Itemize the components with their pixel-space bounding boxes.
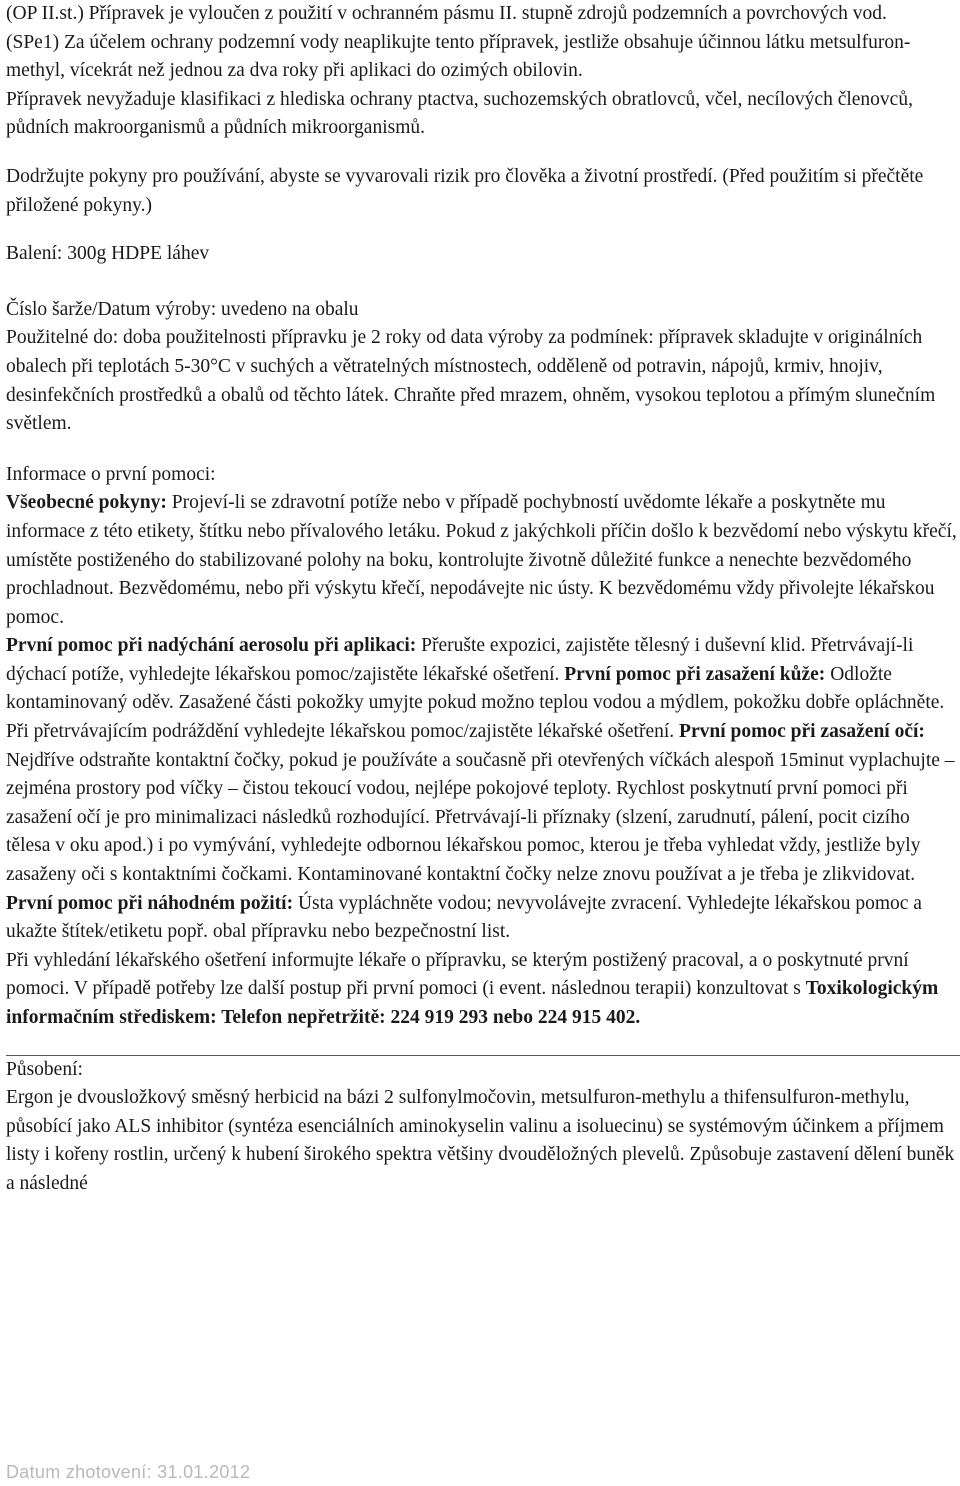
paragraph-instructions: Dodržujte pokyny pro používání, abyste se vyvarovali rizik pro člověka a životní prostředí. (Před použitím si přečtěte přiložené pokyny.) bbox=[6, 165, 924, 216]
ingestion-text: Ústa vypláchněte vodou; nevyvolávejte zvracení. Vyhledejte lékařskou pomoc a ukažte štítek/etiketu popř. obal přípravku nebo bezpečnostní list. bbox=[6, 892, 922, 943]
packaging-value: 300g HDPE láhev bbox=[62, 243, 210, 265]
batch-value: uvedeno na obalu bbox=[216, 298, 359, 320]
first-aid-heading: Informace o první pomoci: bbox=[6, 463, 216, 485]
eyes-text: Nejdříve odstraňte kontaktní čočky, pokud je používáte a současně při otevřených víčkách alespoň 15minut vyplachujte – zejména prostory pod víčky – čistou tekoucí vodou, nejlépe pokojové teploty. Rychlost poskytnutí první pomoci při zasažení očí je pro minimalizaci následků rozhodující. Přetrvávají-li příznaky (slzení, zarudnutí, pálení, pocit cizího tělesa v oku apod.) i po vymývání, vyhledejte odbornou lékařskou pomoc, kterou je třeba vyhledat vždy, jestliže byly zasaženy oči s kontaktními čočkami. Kontaminované kontaktní čočky nelze znovu používat a je třeba je zlikvidovat. bbox=[6, 749, 955, 886]
expiry-value: doba použitelnosti přípravku je 2 roky od data výroby za podmínek: přípravek skladujte v originálních obalech při teplotách 5-30°C v suchých a větratelných místnostech, odděleně od potravin, nápojů, krmiv, hnojiv, desinfekčních prostředků a obalů od těchto látek. Chraňte před mrazem, ohněm, vysokou teplotou a přímým slunečním světlem. bbox=[6, 327, 936, 435]
first-aid-paragraph bbox=[6, 489, 958, 947]
doctor-paragraph bbox=[6, 947, 958, 1033]
footer-date: Datum zhotovení: 31.01.2012 bbox=[6, 1462, 251, 1482]
expiry-paragraph bbox=[6, 324, 958, 438]
skin-label: První pomoc při zasažení kůže: bbox=[564, 663, 826, 685]
inhalation-label: První pomoc při nadýchání aerosolu při aplikaci: bbox=[6, 635, 417, 657]
paragraph-classification: Přípravek nevyžaduje klasifikaci z hlediska ochrany ptactva, suchozemských obratlovců, včel, necílových členovců, půdních makroorganismů a půdních mikroorganismů. bbox=[6, 88, 913, 139]
inhalation-text: Přerušte expozici, zajistěte tělesný i duševní klid. Přetrvávají-li dýchací potíže, vyhledejte lékařskou pomoc/zajistěte lékařské ošetření. bbox=[6, 635, 914, 685]
expiry-label: Použitelné do: bbox=[6, 327, 119, 349]
packaging-label: Balení: bbox=[6, 243, 63, 265]
action-paragraph: Ergon je dvousložkový směsný herbicid na bázi 2 sulfonylmočovin, metsulfuron-methylu a thifensulfuron-methylu, působící jako ALS inhibitor (syntéza esenciálních aminokyselin valinu a isoluecinu) se systémovým účinkem a příjmem listy i kořeny rostlin, určený k hubení širokého spektra většiny dvouděložných plevelů. Způsobuje zastavení dělení buněk a následné bbox=[6, 1087, 955, 1194]
toxicology-contact: Toxikologickým informačním střediskem: Telefon nepřetržitě: 224 919 293 nebo 224 915 402. bbox=[6, 978, 939, 1028]
paragraph-spe1: (SPe1) Za účelem ochrany podzemní vody neaplikujte tento přípravek, jestliže obsahuje účinnou látku metsulfuron-methyl, vícekrát než jednou za dva roky při aplikaci do ozimých obilovin. bbox=[6, 31, 911, 82]
skin-text: Odložte kontaminovaný oděv. Zasažené části pokožky umyjte pokud možno teplou vodou a mýdlem, pokožku dobře opláchněte. Při přetrvávajícím podráždění vyhledejte lékařskou pomoc/zajistěte lékařské ošetření. bbox=[6, 663, 945, 743]
packaging-line bbox=[6, 240, 958, 269]
batch-label: Číslo šarže/Datum výroby: bbox=[6, 298, 217, 320]
general-label: Všeobecné pokyny: bbox=[6, 492, 167, 514]
document-page bbox=[6, 0, 958, 1199]
paragraph-protection-zone: (OP II.st.) Přípravek je vyloučen z použití v ochranném pásmu II. stupně zdrojů podzemních a povrchových vod. bbox=[6, 3, 887, 24]
general-text: Projeví-li se zdravotní potíže nebo v případě pochybností uvědomte lékaře a poskytněte mu informace z této etikety, štítku nebo přívalového letáku. Pokud z jakýchkoli příčin došlo k bezvědomí nebo výskytu křečí, umístěte postiženého do stabilizované polohy na boku, kontrolujte životně důležité funkce a nenechte bezvědomého prochladnout. Bezvědomému, nebo při výskytu křečí, nepodávejte nic ústy. K bezvědomému vždy přivolejte lékařskou pomoc. bbox=[6, 492, 957, 628]
action-heading: Působení: bbox=[6, 1058, 83, 1080]
eyes-label: První pomoc při zasažení očí: bbox=[679, 721, 925, 743]
ingestion-label: První pomoc při náhodném požití: bbox=[6, 892, 294, 914]
doctor-text: Při vyhledání lékařského ošetření informujte lékaře o přípravku, se kterým postižený pracoval, a o poskytnuté první pomoci. V případě potřeby lze další postup při první pomoci (i event. následnou terapii) konzultovat s bbox=[6, 949, 909, 1000]
batch-line bbox=[6, 296, 958, 325]
